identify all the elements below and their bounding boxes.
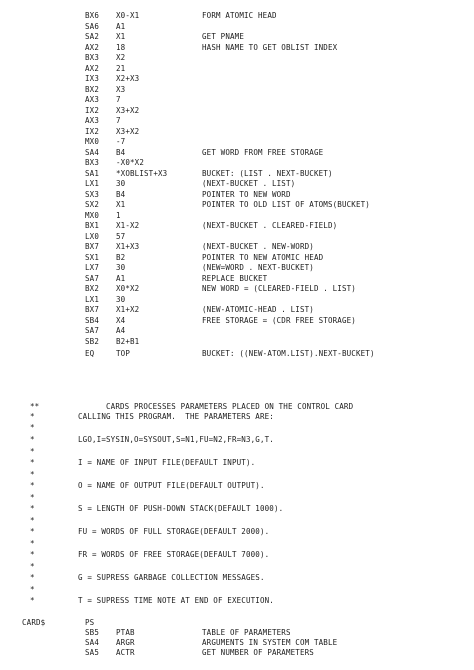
- comment: REPLACE BUCKET: [202, 273, 268, 283]
- comment-marker: *: [30, 585, 35, 594]
- comment: POINTER TO OLD LIST OF ATOMS(BUCKET): [202, 200, 370, 209]
- opcode: SB2: [85, 336, 99, 346]
- operand: X2: [116, 53, 126, 62]
- operand: ACTR: [116, 648, 135, 657]
- operand: X2+X3: [116, 74, 140, 83]
- operand: 7: [116, 116, 121, 125]
- comment-text: I = NAME OF INPUT FILE(DEFAULT INPUT).: [78, 458, 256, 467]
- opcode: SA2: [85, 32, 99, 41]
- comment-marker: *: [30, 516, 35, 525]
- opcode: BX2: [85, 84, 99, 94]
- opcode: BX7: [85, 242, 99, 251]
- operand: 57: [116, 231, 126, 241]
- opcode: LX0: [85, 231, 99, 241]
- comment-marker: *: [30, 573, 35, 582]
- opcode: AX2: [85, 42, 99, 52]
- label: CARD$: [22, 618, 46, 627]
- comment: POINTER TO NEW ATOMIC HEAD: [202, 252, 324, 262]
- operand: 30: [116, 179, 126, 188]
- opcode: IX3: [85, 74, 99, 83]
- opcode: EQ: [85, 349, 95, 358]
- comment-marker: *: [30, 423, 35, 432]
- comment: NEW WORD = (CLEARED-FIELD . LIST): [202, 284, 356, 293]
- opcode: LX1: [85, 294, 99, 304]
- comment-text: G = SUPRESS GARBAGE COLLECTION MESSAGES.: [78, 573, 265, 582]
- comment: BUCKET: ((NEW-ATOM.LIST).NEXT-BUCKET): [202, 349, 375, 358]
- operand: 30: [116, 263, 126, 272]
- operand: PTAB: [116, 628, 135, 637]
- comment: FREE STORAGE = (CDR FREE STORAGE): [202, 315, 356, 325]
- operand: X3: [116, 84, 126, 94]
- operand: 1: [116, 210, 121, 220]
- opcode: SA4: [85, 147, 99, 157]
- operand: B2: [116, 252, 126, 262]
- comment: FORM ATOMIC HEAD: [202, 11, 277, 20]
- opcode: SX2: [85, 200, 99, 209]
- comment: GET PNAME: [202, 32, 244, 41]
- comment-marker: *: [30, 493, 35, 502]
- comment-text: CALLING THIS PROGRAM. THE PARAMETERS ARE:: [78, 412, 274, 421]
- comment-text: O = NAME OF OUTPUT FILE(DEFAULT OUTPUT).: [78, 481, 265, 490]
- opcode: SA7: [85, 326, 99, 335]
- operand: TOP: [116, 349, 130, 358]
- opcode: SA6: [85, 21, 99, 31]
- operand: ARGR: [116, 638, 135, 647]
- opcode: LX1: [85, 179, 99, 188]
- opcode: SA5: [85, 648, 99, 657]
- comment: TABLE OF PARAMETERS: [202, 628, 291, 637]
- operand: X1: [116, 200, 126, 209]
- operand: -X0*X2: [116, 158, 144, 167]
- opcode: BX7: [85, 305, 99, 314]
- operand: X1: [116, 32, 126, 41]
- operand: X0*X2: [116, 284, 140, 293]
- operand: 30: [116, 294, 126, 304]
- comment: ARGUMENTS IN SYSTEM COM TABLE: [202, 638, 338, 647]
- comment-text: FR = WORDS OF FREE STORAGE(DEFAULT 7000).: [78, 550, 270, 559]
- opcode: MX0: [85, 210, 99, 220]
- opcode: SX1: [85, 252, 99, 262]
- comment-marker: *: [30, 539, 35, 548]
- operand: 18: [116, 42, 126, 52]
- comment-marker: *: [30, 481, 35, 490]
- comment: (NEXT-BUCKET . NEW-WORD): [202, 242, 314, 251]
- opcode: IX2: [85, 105, 99, 115]
- comment: (NEW=WORD . NEXT-BUCKET): [202, 263, 314, 272]
- comment-marker: *: [30, 435, 35, 444]
- opcode: BX3: [85, 158, 99, 167]
- operand: 21: [116, 63, 126, 73]
- opcode: IX2: [85, 126, 99, 136]
- opcode: MX0: [85, 137, 99, 146]
- opcode: SA1: [85, 168, 99, 178]
- comment: (NEXT-BUCKET . LIST): [202, 179, 296, 188]
- opcode: SA4: [85, 638, 99, 647]
- comment: POINTER TO NEW WORD: [202, 189, 291, 199]
- opcode: PS: [85, 618, 95, 627]
- comment-marker: *: [30, 527, 35, 536]
- opcode: AX3: [85, 95, 99, 104]
- operand: A1: [116, 273, 126, 283]
- comment: (NEXT-BUCKET . CLEARED-FIELD): [202, 221, 338, 230]
- comment-marker: *: [30, 550, 35, 559]
- opcode: SB5: [85, 628, 99, 637]
- operand: *XOBLIST+X3: [116, 168, 168, 178]
- opcode: BX2: [85, 284, 99, 293]
- comment-marker: **: [30, 402, 40, 411]
- operand: X4: [116, 315, 126, 325]
- operand: X1+X3: [116, 242, 140, 251]
- operand: B4: [116, 147, 126, 157]
- operand: X1+X2: [116, 305, 140, 314]
- operand: A4: [116, 326, 126, 335]
- operand: X0-X1: [116, 11, 140, 20]
- comment-marker: *: [30, 596, 35, 605]
- operand: 7: [116, 95, 121, 104]
- comment-text: CARDS PROCESSES PARAMETERS PLACED ON THE CONTROL CARD: [78, 402, 354, 411]
- opcode: BX6: [85, 11, 99, 20]
- opcode: SX3: [85, 189, 99, 199]
- operand: -7: [116, 137, 126, 146]
- comment-marker: *: [30, 412, 35, 421]
- opcode: SB4: [85, 315, 99, 325]
- comment: (NEW-ATOMIC-HEAD . LIST): [202, 305, 314, 314]
- comment-marker: *: [30, 470, 35, 479]
- comment-marker: *: [30, 504, 35, 513]
- opcode: BX3: [85, 53, 99, 62]
- comment: HASH NAME TO GET OBLIST INDEX: [202, 42, 338, 52]
- operand: X3+X2: [116, 105, 140, 115]
- comment-text: LGO,I=SYSIN,O=SYSOUT,S=N1,FU=N2,FR=N3,G,T.: [78, 435, 274, 444]
- comment-marker: *: [30, 458, 35, 467]
- comment-text: FU = WORDS OF FULL STORAGE(DEFAULT 2000).: [78, 527, 270, 536]
- comment: GET WORD FROM FREE STORAGE: [202, 147, 324, 157]
- comment: BUCKET: (LIST . NEXT-BUCKET): [202, 168, 333, 178]
- operand: A1: [116, 21, 126, 31]
- opcode: BX1: [85, 221, 99, 230]
- operand: X1-X2: [116, 221, 140, 230]
- opcode: LX7: [85, 263, 99, 272]
- comment-marker: *: [30, 562, 35, 571]
- operand: B2+B1: [116, 336, 140, 346]
- operand: B4: [116, 189, 126, 199]
- comment-text: S = LENGTH OF PUSH-DOWN STACK(DEFAULT 1000).: [78, 504, 284, 513]
- comment-marker: *: [30, 447, 35, 456]
- comment: GET NUMBER OF PARAMETERS: [202, 648, 314, 657]
- comment-text: T = SUPRESS TIME NOTE AT END OF EXECUTION.: [78, 596, 274, 605]
- opcode: AX3: [85, 116, 99, 125]
- opcode: AX2: [85, 63, 99, 73]
- opcode: SA7: [85, 273, 99, 283]
- operand: X3+X2: [116, 126, 140, 136]
